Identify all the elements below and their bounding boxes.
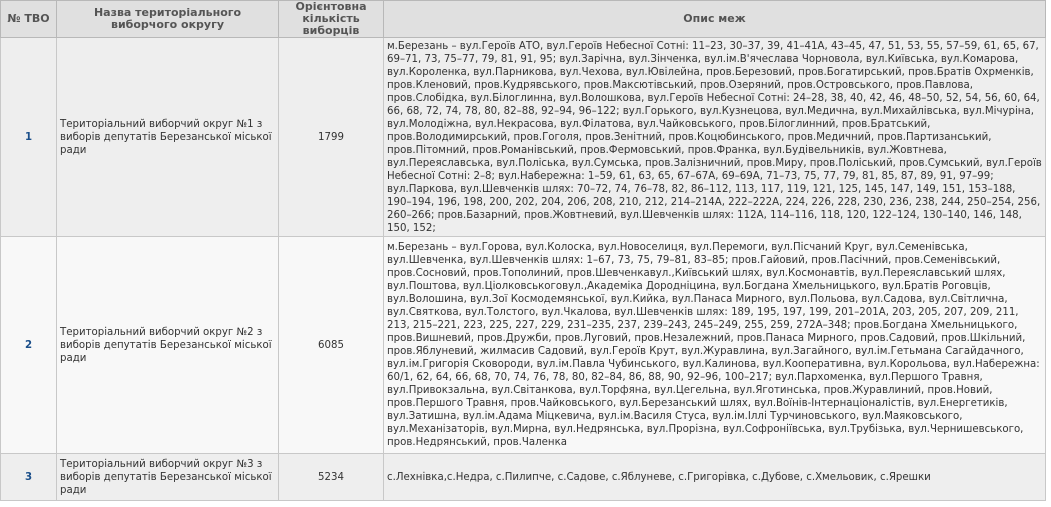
header-number: № ТВО [1, 1, 57, 38]
table-row [1, 237, 1046, 454]
table-row [1, 38, 1046, 237]
district-number-link[interactable]: 2 [24, 339, 33, 351]
district-number-cell [1, 237, 57, 454]
header-row [1, 1, 1046, 38]
table-row [1, 454, 1046, 501]
district-number-cell [1, 38, 57, 237]
voters-count: 6085 [279, 237, 384, 454]
voters-count: 5234 [279, 454, 384, 501]
boundaries-description: м.Березань – вул.Героїв АТО, вул.Героїв Небесної Сотні: 11–23, 30–37, 39, 41–41А, 43–45, 47, 51, 53, 55, 57–59, 61, 65, 67, 69–71, 73, 75–77, 79, 81, 91, 95; вул.Зарічна, вул.Зінченка, вул.ім.В'ячеслава Чорновола, вул.Київська, вул.Комарова, вул.Короленка, вул.Парникова, вул.Чехова, вул.Ювілейна, пров.Березовий, пров.Богатирський, пров.Братів Охрменків, пров.Кленовий, пров.Кудрявського, пров.Максютівський, пров.Озеряний, пров.Островського, пров.Павлова, пров.Слобідка, вул.Білоглинна, вул.Волошкова, вул.Героїв Небесної Сотні: 24–28, 38, 40, 42, 46, 48–50, 52, 54, 56, 60, 64, 66, 68, 72, 74, 78, 80, 82–88, 92–94, 96–122; вул.Горького, вул.Кузнецова, вул.Медична, вул.Михайлівська, вул.Мічуріна, вул.Молодіжна, вул.Некрасова, вул.Філатова, вул.Чайковського, пров.Білоглинний, пров.Братський, пров.Володимирський, пров.Гоголя, пров.Зенітний, пров.Коцюбинського, пров.Медичний, пров.Партизанський, пров.Пітомний, пров.Романівський, пров.Фермовський, пров.Франка, вул.Будівельників, вул.Жовтнева, вул.Переяславська, вул.Поліська, вул.Сумська, пров.Залізничний, пров.Миру, пров.Поліський, пров.Сумський, вул.Героїв Небесної Сотні: 2–8; вул.Набережна: 1–59, 61, 63, 65, 67–67А, 69–69А, 71–73, 75, 77, 79, 81, 85, 87, 89, 91, 97–99; вул.Паркова, вул.Шевченків шлях: 70–72, 74, 76–78, 82, 86–112, 113, 117, 119, 121, 125, 145, 147, 149, 151, 153–188, 190–194, 196, 198, 200, 202, 204, 206, 208, 210, 212, 214–214А, 222–222А, 224, 226, 228, 230, 236, 238, 244, 250–254, 256, 260–266; пров.Базарний, пров.Жовтневий, вул.Шевченків шлях: 112А, 114–116, 118, 120, 122–124, 130–140, 146, 148, 150, 152; [384, 38, 1046, 237]
district-number-link[interactable]: 3 [24, 471, 33, 483]
district-number-cell [1, 454, 57, 501]
table-body [1, 38, 1046, 501]
header-voters-count: Орієнтовна кількість виборців [279, 1, 384, 38]
header-boundaries-description: Опис меж [384, 1, 1046, 38]
header-district-name: Назва територіального виборчого округу [57, 1, 279, 38]
district-name: Територіальний виборчий округ №3 з виборів депутатів Березанської міської ради [57, 454, 279, 501]
boundaries-description: с.Лехнівка,с.Недра, с.Пилипче, с.Садове, с.Яблуневе, с.Григорівка, с.Дубове, с.Хмельовик, с.Ярешки [384, 454, 1046, 501]
district-number-link[interactable]: 1 [24, 131, 33, 143]
table-header [1, 1, 1046, 38]
district-name: Територіальний виборчий округ №1 з виборів депутатів Березанської міської ради [57, 38, 279, 237]
district-name: Територіальний виборчий округ №2 з виборів депутатів Березанської міської ради [57, 237, 279, 454]
boundaries-description: м.Березань – вул.Горова, вул.Колоска, вул.Новоселиця, вул.Перемоги, вул.Пісчаний Круг, вул.Семенівська, вул.Шевченка, вул.Шевченків шлях: 1–67, 73, 75, 79–81, 83–85; пров.Гайовий, пров.Пасічний, пров.Семенівський, пров.Сосновий, пров.Тополиний, пров.Шевченкавул.,Київський шлях, вул.Космонавтів, вул.Переяславський шлях, вул.Поштова, вул.Ціолковськоговул.,Академіка Дородніцина, вул.Богдана Хмельницького, вул.Братів Роговців, вул.Волошина, вул.Зої Космодемянської, вул.Кийка, вул.Панаса Мирного, вул.Польова, вул.Садова, вул.Світлична, вул.Святкова, вул.Толстого, вул.Чкалова, вул.Шевченків шлях: 189, 195, 197, 199, 201–201А, 203, 205, 207, 209, 211, 213, 215–221, 223, 225, 227, 229, 231–235, 237, 239–243, 245–249, 255, 259, 272А–348; пров.Богдана Хмельницького, пров.Вишневий, пров.Дружби, пров.Луговий, пров.Незалежний, пров.Панаса Мирного, пров.Садовий, пров.Шкільний, пров.Яблуневий, жилмасив Садовий, вул.Героїв Крут, вул.Журавлина, вул.Загайного, вул.ім.Гетьмана Сагайдачного, вул.ім.Григорія Сковороди, вул.ім.Павла Чубинського, вул.Калинова, вул.Кооперативна, вул.Корольова, вул.Набережна: 60/1, 62, 64, 66, 68, 70, 74, 76, 78, 80, 82–84, 86, 88, 90, 92–96, 100–217; вул.Пархоменка, вул.Першого Травня, вул.Привокзальна, вул.Світанкова, вул.Торфяна, вул.Цегельна, вул.Яготинська, пров.Журавлиний, пров.Новий, пров.Першого Травня, пров.Чайковського, вул.Березанський шлях, вул.Воїнів-Інтернаціоналістів, вул.Енергетиків, вул.Затишна, вул.ім.Адама Міцкевича, вул.ім.Василя Стуса, вул.ім.Іллі Турчиновського, вул.Маяковського, вул.Механізаторів, вул.Мирна, вул.Недрянська, вул.Прорізна, вул.Софроніївська, вул.Трубізька, вул.Чернишевського, пров.Недрянський, пров.Чаленка [384, 237, 1046, 454]
voters-count: 1799 [279, 38, 384, 237]
